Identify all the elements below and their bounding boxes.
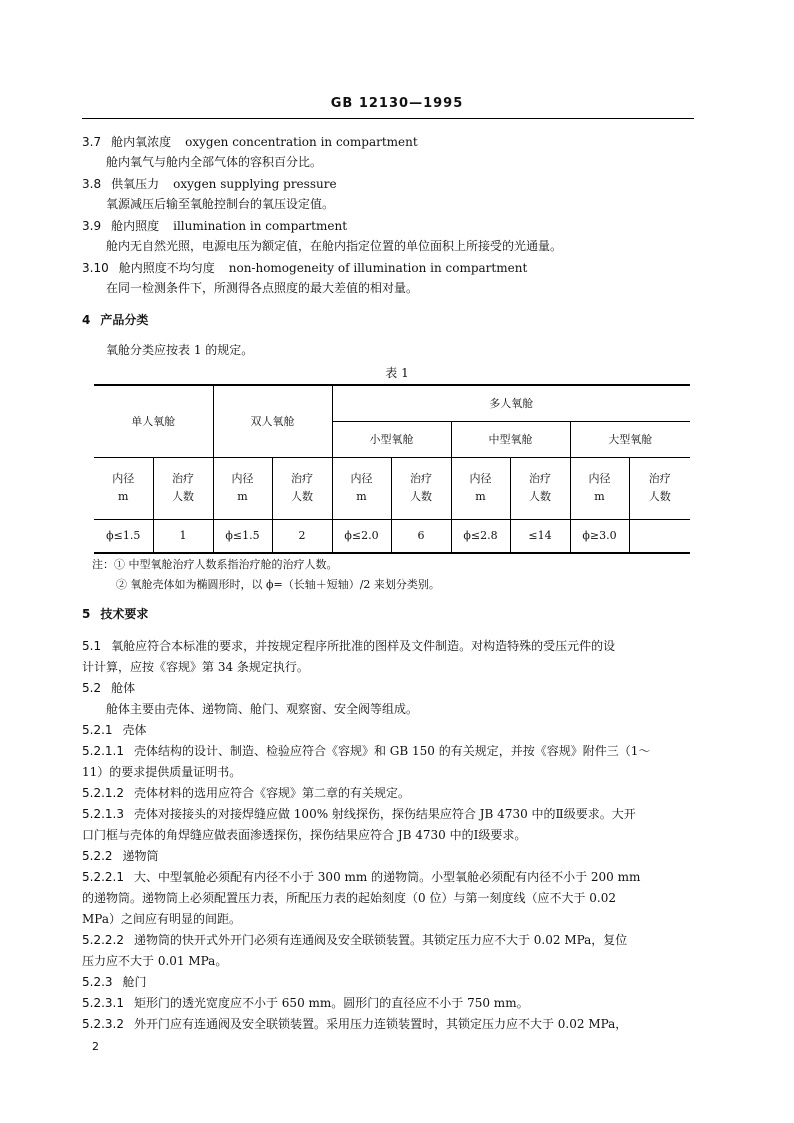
- page-header: GB 12130—1995: [330, 96, 464, 111]
- def-number: 3.9: [82, 219, 102, 233]
- clause-text: 壳体对接接头的对接焊缝应做 100% 射线探伤，探伤结果应符合 JB 4730 中的Ⅱ级要求。大开: [133, 807, 636, 821]
- clause-number: 5.2.3.2: [82, 1017, 124, 1031]
- clause-number: 5.2.2.2: [82, 933, 124, 947]
- def-number: 3.7: [82, 135, 102, 149]
- def-3-7-body: 舱内氧气与舱内全部气体的容积百分比。: [106, 155, 323, 169]
- clause-number: 5.2.1.3: [82, 807, 124, 821]
- def-3-8-heading: [82, 176, 337, 192]
- section-title: 产品分类: [100, 313, 149, 327]
- table-caption: 表 1: [385, 366, 409, 380]
- clause-5-2-1-1-line2: 11）的要求提供质量证明书。: [82, 765, 242, 779]
- def-term: 供氧压力: [111, 177, 160, 191]
- cell-large-count: [629, 519, 690, 553]
- def-term-en: oxygen concentration in compartment: [185, 135, 418, 149]
- subheader-count: 治疗 人数: [153, 457, 213, 519]
- cell-single-diameter: ϕ≤1.5: [94, 519, 153, 553]
- def-3-9-heading: [82, 218, 347, 234]
- subheader-diameter: 内径 m: [570, 457, 629, 519]
- def-term: 舱内照度不均匀度: [118, 261, 215, 275]
- clause-5-2-1-heading: [82, 722, 147, 738]
- cell-medium-diameter: ϕ≤2.8: [451, 519, 510, 553]
- subheader-diameter: 内径 m: [94, 457, 153, 519]
- def-3-10-body: 在同一检测条件下，所测得各点照度的最大差值的相对量。: [106, 281, 419, 295]
- clause-5-2-3-2: [82, 1016, 627, 1032]
- clause-text: 壳体材料的选用应符合《容规》第二章的有关规定。: [133, 786, 410, 800]
- page-number: 2: [92, 1040, 99, 1053]
- clause-number: 5.2.1: [82, 723, 113, 737]
- clause-text: 大、中型氧舱必须配有内径不小于 300 mm 的递物筒。小型氧舱必须配有内径不小于 200 mm: [133, 870, 641, 884]
- clause-5-2-3-1: [82, 995, 529, 1011]
- clause-number: 5.2.3.1: [82, 996, 124, 1010]
- cell-double-diameter: ϕ≤1.5: [213, 519, 272, 553]
- table-note-2: ② 氧舱壳体如为椭圆形时，以 ϕ=（长轴＋短轴）/2 来划分类别。: [116, 578, 440, 591]
- def-term: 舱内照度: [111, 219, 160, 233]
- section-5-heading: [82, 606, 148, 622]
- section-title: 技术要求: [100, 607, 149, 621]
- clause-5-2-2-1-line3: MPa）之间应有明显的间距。: [82, 912, 241, 926]
- section-4-intro: 氧舱分类应按表 1 的规定。: [106, 343, 254, 357]
- clause-5-2-2-1-line2: 的递物筒。递物筒上必须配置压力表，所配压力表的起始刻度（0 位）与第一刻度线（应不大于 0.02: [82, 891, 616, 905]
- def-term-en: illumination in compartment: [173, 219, 348, 233]
- clause-5-2-1-3-line2: 口门框与壳体的角焊缝应做表面渗透探伤，探伤结果应符合 JB 4730 中的Ⅰ级要求。: [82, 828, 527, 842]
- def-term-en: non-homogeneity of illumination in compartment: [228, 261, 528, 275]
- clause-5-2-2-2-line2: 压力应不大于 0.01 MPa。: [82, 954, 228, 968]
- cell-double-count: 2: [272, 519, 332, 553]
- clause-5-2-2-heading: [82, 848, 159, 864]
- cell-medium-count: ≤14: [510, 519, 570, 553]
- subheader-count: 治疗 人数: [391, 457, 451, 519]
- header-multi: 多人氧舱: [332, 385, 690, 421]
- clause-5-2-3-heading: [82, 974, 147, 990]
- clause-number: 5.2.1.1: [82, 744, 124, 758]
- def-3-8-body: 氧源减压后输至氧舱控制台的氧压设定值。: [106, 197, 335, 211]
- section-number: 5: [82, 607, 91, 621]
- subheader-diameter: 内径 m: [332, 457, 391, 519]
- clause-number: 5.2.3: [82, 975, 113, 989]
- clause-5-2-2-2-line1: [82, 932, 627, 948]
- table-note-1: 注：① 中型氧舱治疗人数系指治疗舱的治疗人数。: [92, 558, 338, 571]
- clause-text: 外开门应有连通阀及安全联锁装置。采用压力连锁装置时，其锁定压力应不大于 0.02 MPa，: [133, 1017, 628, 1031]
- cell-small-count: 6: [391, 519, 451, 553]
- clause-title: 壳体: [122, 723, 147, 737]
- subheader-diameter: 内径 m: [451, 457, 510, 519]
- subheader-count: 治疗 人数: [272, 457, 332, 519]
- clause-5-2-body: 舱体主要由壳体、递物筒、舱门、观察窗、安全阀等组成。: [106, 702, 419, 716]
- def-number: 3.8: [82, 177, 102, 191]
- subheader-count: 治疗 人数: [510, 457, 570, 519]
- def-term-en: oxygen supplying pressure: [173, 177, 337, 191]
- clause-5-2-1-1-line1: [82, 743, 650, 759]
- cell-large-diameter: ϕ≥3.0: [570, 519, 629, 553]
- def-3-10-heading: [82, 260, 527, 276]
- clause-number: 5.1: [82, 639, 102, 653]
- clause-text: 矩形门的透光宽度应不小于 650 mm。圆形门的直径应不小于 750 mm。: [133, 996, 529, 1010]
- table-1: [94, 384, 690, 554]
- clause-number: 5.2: [82, 681, 102, 695]
- section-number: 4: [82, 313, 91, 327]
- subheader-count: 治疗 人数: [629, 457, 690, 519]
- header-double: 双人氧舱: [213, 385, 332, 457]
- cell-small-diameter: ϕ≤2.0: [332, 519, 391, 553]
- clause-text: 氧舱应符合本标准的要求，并按规定程序所批准的图样及文件制造。对构造特殊的受压元件的设: [111, 639, 616, 653]
- clause-title: 舱门: [122, 975, 147, 989]
- header-rule: [82, 118, 694, 119]
- clause-5-1-line1: [82, 638, 615, 654]
- clause-5-2-heading: [82, 680, 135, 696]
- clause-title: 舱体: [111, 681, 136, 695]
- def-3-7-heading: [82, 134, 418, 150]
- clause-number: 5.2.2: [82, 849, 113, 863]
- def-number: 3.10: [82, 261, 109, 275]
- clause-5-2-1-3-line1: [82, 806, 636, 822]
- subheader-diameter: 内径 m: [213, 457, 272, 519]
- clause-number: 5.2.1.2: [82, 786, 124, 800]
- header-large: 大型氧舱: [570, 421, 690, 457]
- section-4-heading: [82, 312, 148, 328]
- clause-5-2-1-2: [82, 785, 410, 801]
- def-3-9-body: 舱内无自然光照，电源电压为额定值，在舱内指定位置的单位面积上所接受的光通量。: [106, 239, 563, 253]
- clause-number: 5.2.2.1: [82, 870, 124, 884]
- def-term: 舱内氧浓度: [111, 135, 172, 149]
- header-single: 单人氧舱: [94, 385, 213, 457]
- header-medium: 中型氧舱: [451, 421, 570, 457]
- clause-text: 壳体结构的设计、制造、检验应符合《容规》和 GB 150 的有关规定，并按《容规》附件三（1～: [133, 744, 651, 758]
- clause-text: 递物筒的快开式外开门必须有连通阀及安全联锁装置。其锁定压力应不大于 0.02 MPa，复位: [133, 933, 628, 947]
- clause-title: 递物筒: [122, 849, 159, 863]
- clause-5-1-line2: 计计算，应按《容规》第 34 条规定执行。: [82, 660, 309, 674]
- header-small: 小型氧舱: [332, 421, 451, 457]
- clause-5-2-2-1-line1: [82, 869, 640, 885]
- cell-single-count: 1: [153, 519, 213, 553]
